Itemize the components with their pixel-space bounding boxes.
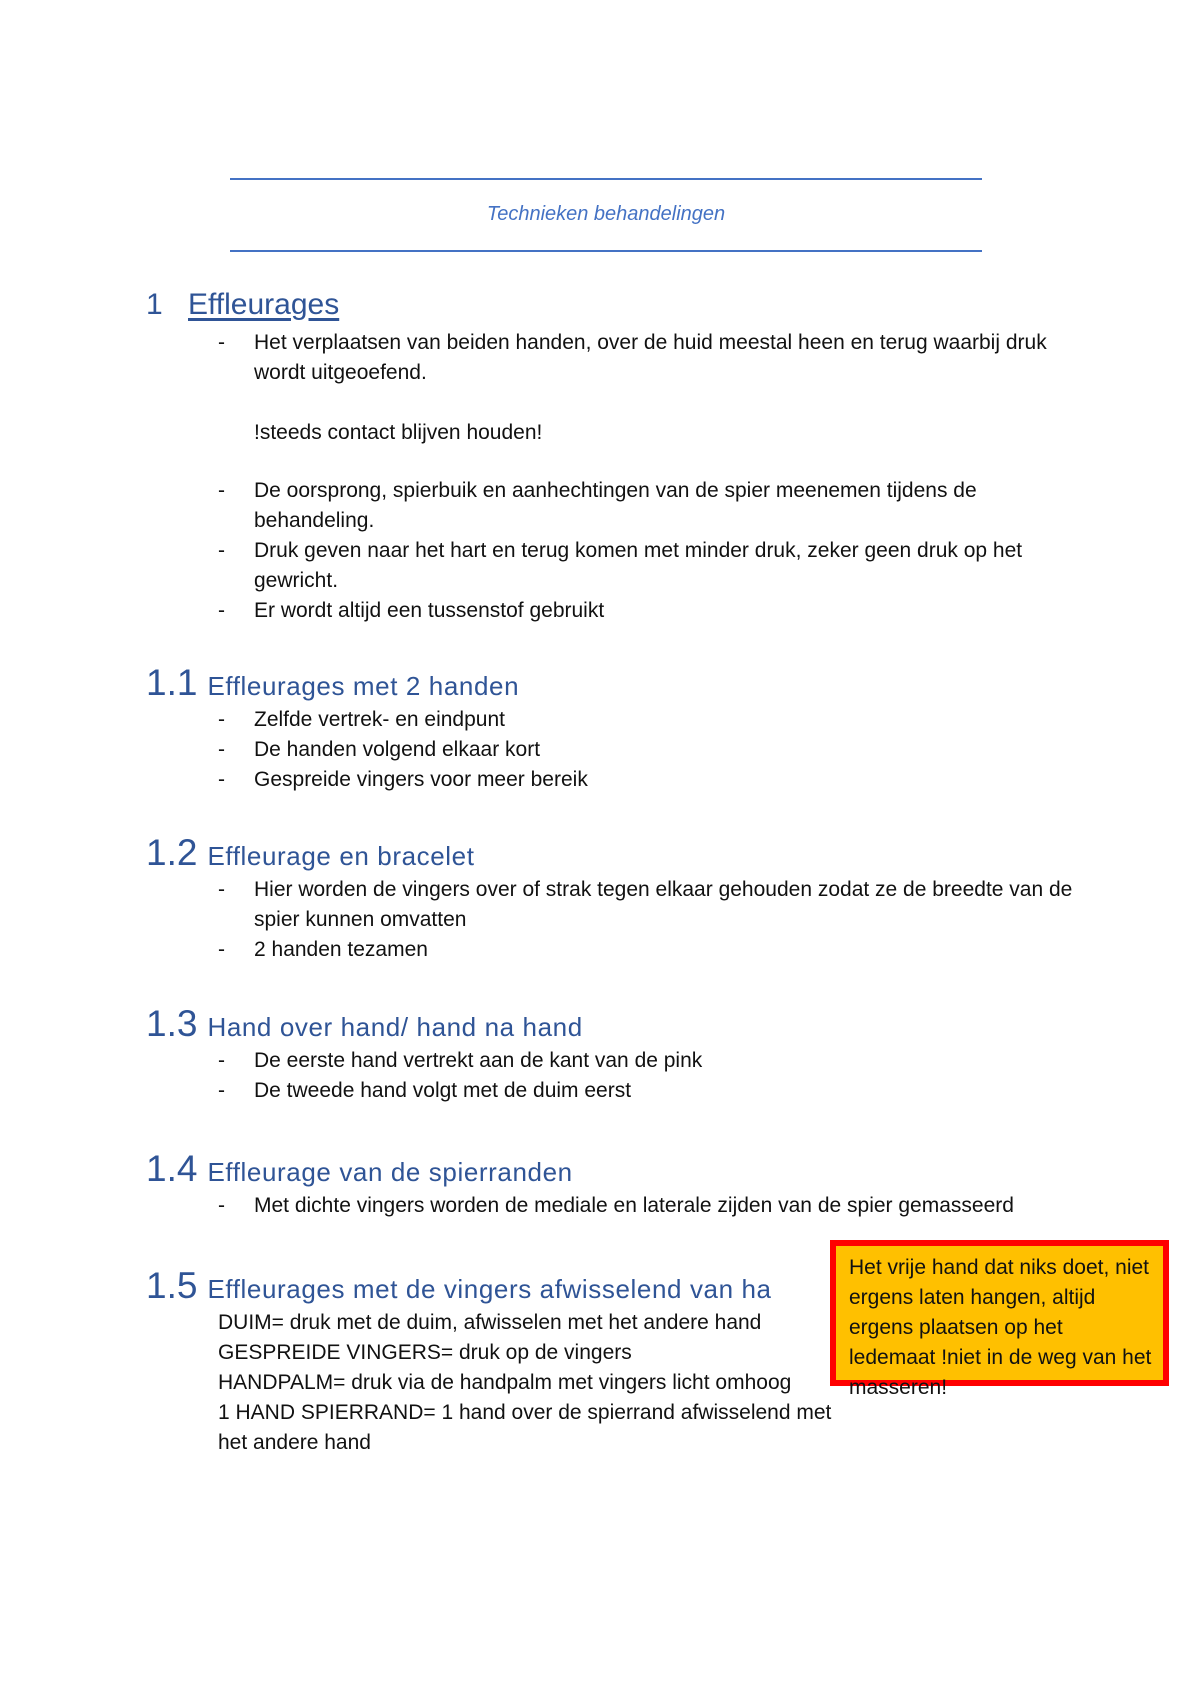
section-1-5-lines xyxy=(218,1308,838,1458)
list-item: - Gespreide vingers voor meer bereik xyxy=(218,765,1074,795)
heading-title: Effleurages met de vingers afwisselend van ha xyxy=(207,1274,772,1304)
header-rule-bottom xyxy=(230,250,982,252)
heading-title: Effleurage van de spierranden xyxy=(207,1157,573,1187)
list-item: - De eerste hand vertrekt aan de kant van de pink xyxy=(218,1046,1074,1076)
heading-title: Effleurage en bracelet xyxy=(207,841,475,871)
text-line: DUIM= druk met de duim, afwisselen met het andere hand xyxy=(218,1311,762,1334)
heading-number: 1.4 xyxy=(146,1148,198,1189)
list-item: - Hier worden de vingers over of strak tegen elkaar gehouden zodat ze de breedte van de spier kunnen omvatten xyxy=(218,875,1074,935)
list-item: - Er wordt altijd een tussenstof gebruikt xyxy=(218,596,1074,626)
list-item: - De handen volgend elkaar kort xyxy=(218,735,1074,765)
heading-number: 1.1 xyxy=(146,662,198,703)
list-item: - 2 handen tezamen xyxy=(218,935,1074,965)
document-title: Technieken behandelingen xyxy=(486,203,726,225)
header-rule-top xyxy=(230,178,982,180)
list-item: - De oorsprong, spierbuik en aanhechtingen van de spier meenemen tijdens de behandeling. xyxy=(218,476,1074,536)
text-line: 1 HAND SPIERRAND= 1 hand over de spierrand afwisselend met het andere hand xyxy=(218,1401,832,1454)
section-1-4-list xyxy=(218,1191,1074,1221)
callout-box: Het vrije hand dat niks doet, niet ergens laten hangen, altijd ergens plaatsen op het ledemaat !niet in de weg van het masseren! xyxy=(830,1240,1169,1386)
heading-1-1 xyxy=(146,662,519,704)
heading-number: 1.3 xyxy=(146,1003,198,1044)
heading-title: Hand over hand/ hand na hand xyxy=(207,1012,583,1042)
list-item: - Met dichte vingers worden de mediale en laterale zijden van de spier gemasseerd xyxy=(218,1191,1074,1221)
heading-number: 1 xyxy=(146,288,163,321)
heading-1-2 xyxy=(146,832,475,874)
section-1-3-list xyxy=(218,1046,1074,1106)
heading-title: Effleurages xyxy=(188,288,340,321)
heading-1-5 xyxy=(146,1265,772,1307)
heading-number: 1.5 xyxy=(146,1265,198,1306)
list-item: - De tweede hand volgt met de duim eerst xyxy=(218,1076,1074,1106)
heading-1 xyxy=(146,288,339,322)
heading-number: 1.2 xyxy=(146,832,198,873)
section-1-1-list xyxy=(218,705,1074,795)
text-line: GESPREIDE VINGERS= druk op de vingers xyxy=(218,1341,632,1364)
list-item: - Druk geven naar het hart en terug komen met minder druk, zeker geen druk op het gewricht. xyxy=(218,536,1074,596)
heading-1-4 xyxy=(146,1148,573,1190)
text-line: HANDPALM= druk via de handpalm met vingers licht omhoog xyxy=(218,1371,792,1394)
heading-title: Effleurages met 2 handen xyxy=(207,671,520,701)
list-item: - Het verplaatsen van beiden handen, over de huid meestal heen en terug waarbij druk wordt uitgeoefend. xyxy=(218,328,1074,388)
note-text: !steeds contact blijven houden! xyxy=(254,421,543,444)
section-1-list-2 xyxy=(218,476,1074,626)
heading-1-3 xyxy=(146,1003,583,1045)
list-item: - Zelfde vertrek- en eindpunt xyxy=(218,705,1074,735)
section-1-list xyxy=(218,328,1074,388)
section-1-2-list xyxy=(218,875,1074,965)
